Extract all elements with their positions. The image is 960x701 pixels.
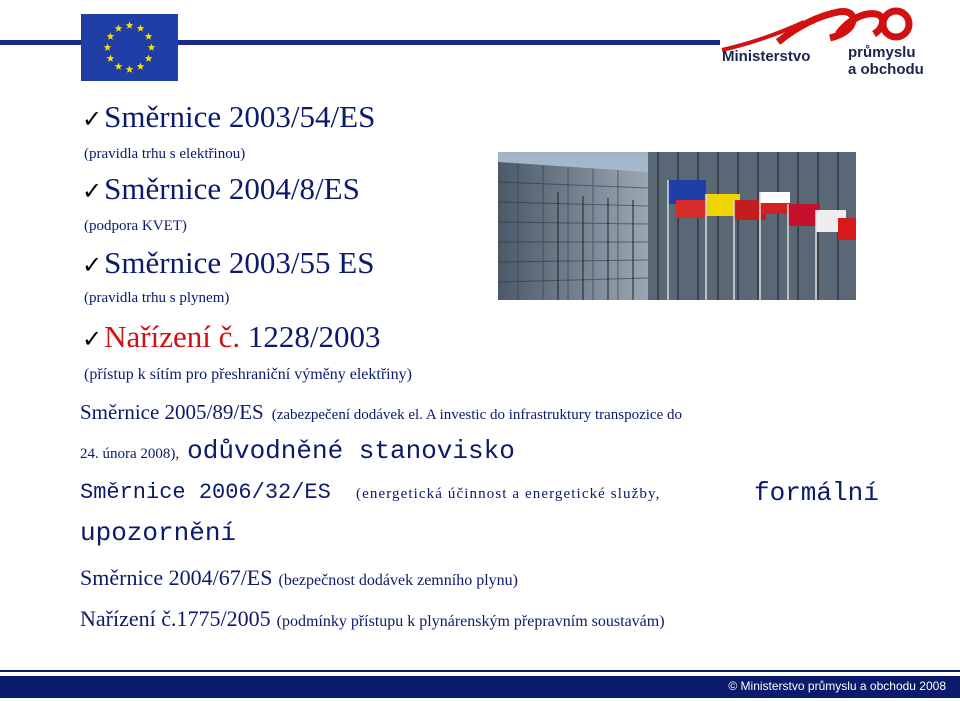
item-2-note: (podpora KVET) <box>84 218 187 234</box>
check-icon: ✓ <box>82 325 103 353</box>
item-3-note: (pravidla trhu s plynem) <box>84 290 230 306</box>
line-1775-2005 <box>80 606 665 632</box>
line-2004-67-head: Směrnice 2004/67/ES <box>80 565 273 590</box>
mpo-logo <box>718 4 954 84</box>
line-2005-89-date: 24. února 2008), <box>80 446 180 462</box>
eu-star <box>115 24 123 31</box>
line-2005-89-cont <box>80 436 515 466</box>
line-2006-32-head: Směrnice 2006/32/ES <box>80 480 331 505</box>
eu-star <box>148 44 156 51</box>
item-4-title-red: Nařízení č. <box>104 319 241 354</box>
check-icon: ✓ <box>82 251 103 279</box>
item-3 <box>82 246 374 282</box>
item-4-title-rest: 1228/2003 <box>240 319 381 354</box>
eu-building-photo <box>498 152 856 300</box>
check-icon: ✓ <box>82 177 103 205</box>
line-formal: formální <box>754 478 879 508</box>
eu-star <box>137 24 145 31</box>
eu-star <box>104 44 112 51</box>
item-1 <box>82 100 375 136</box>
line-2006-32-note: (energetická účinnost a energetické služby, <box>356 486 661 502</box>
item-2-title: Směrnice 2004/8/ES <box>104 171 360 206</box>
line-2006-32 <box>80 478 879 508</box>
eu-star <box>107 55 115 62</box>
logo-line-prumyslu: průmyslu <box>848 44 916 61</box>
line-2005-89-head: Směrnice 2005/89/ES <box>80 400 264 424</box>
item-2 <box>82 172 360 208</box>
line-2004-67 <box>80 565 518 591</box>
line-notice <box>80 518 236 548</box>
eu-star <box>126 66 134 73</box>
eu-stars <box>81 14 178 81</box>
line-2005-89 <box>80 400 682 425</box>
eu-star <box>107 33 115 40</box>
eu-star <box>145 55 153 62</box>
item-1-title: Směrnice 2003/54/ES <box>104 99 376 134</box>
eu-flag-icon <box>81 14 178 81</box>
logo-line-ministry: Ministerstvo <box>722 48 811 65</box>
eu-star <box>137 63 145 70</box>
line-notice-head: upozornění <box>80 518 237 548</box>
line-1775-2005-note: (podmínky přístupu k plynárenským přepravním soustavám) <box>276 613 665 630</box>
footer-rule <box>0 670 960 672</box>
logo-line-obchodu: a obchodu <box>848 61 924 78</box>
item-4 <box>82 320 380 356</box>
item-4-note: (přístup k sítím pro přeshraniční výměny elektřiny) <box>84 366 412 383</box>
logo-line-industry <box>848 44 924 78</box>
eu-star <box>126 22 134 29</box>
footer-copyright: © Ministerstvo průmyslu a obchodu 2008 <box>728 679 946 693</box>
eu-star <box>145 33 153 40</box>
line-reasoned-opinion: odůvodněné stanovisko <box>187 436 515 466</box>
check-icon: ✓ <box>82 105 103 133</box>
eu-star <box>115 63 123 70</box>
line-1775-2005-head: Nařízení č.1775/2005 <box>80 606 271 631</box>
item-3-title: Směrnice 2003/55 ES <box>104 245 375 280</box>
item-1-note: (pravidla trhu s elektřinou) <box>84 146 246 162</box>
line-2005-89-note: (zabezpečení dodávek el. A investic do infrastruktury transpozice do <box>271 407 683 423</box>
line-2004-67-note: (bezpečnost dodávek zemního plynu) <box>278 572 518 589</box>
footer-bar <box>0 676 960 698</box>
